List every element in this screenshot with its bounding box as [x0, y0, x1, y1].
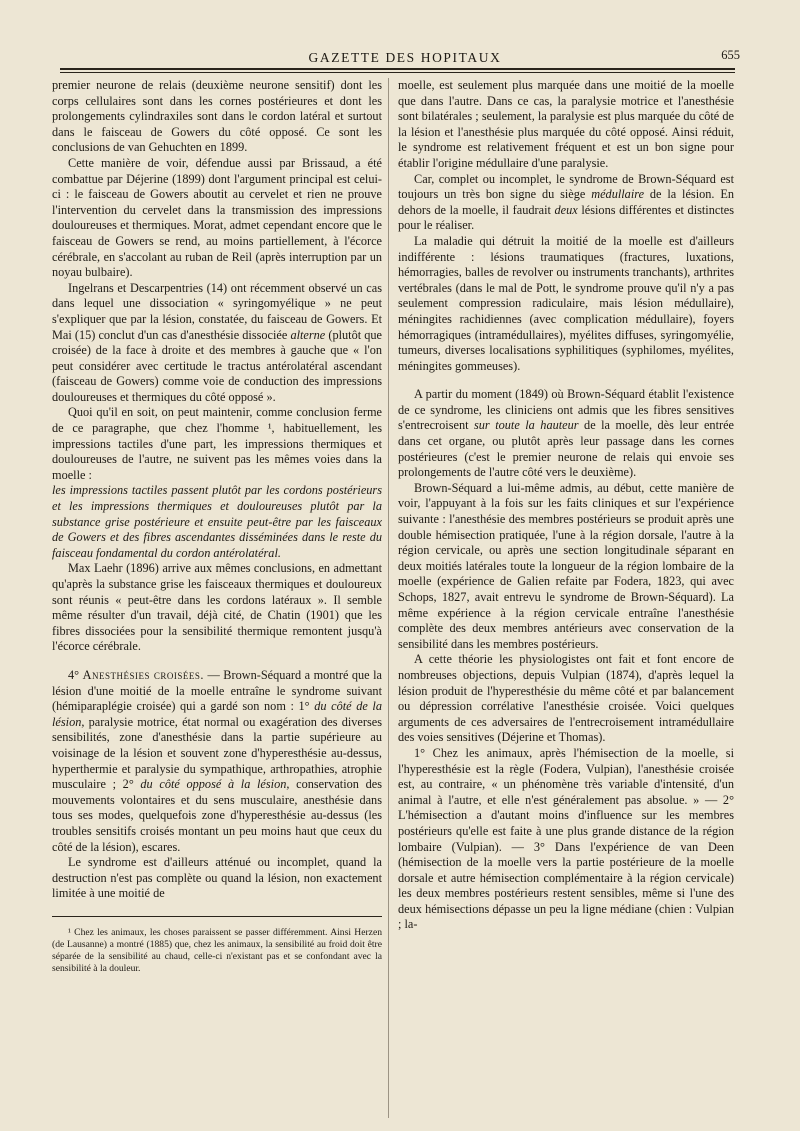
paragraph: Quoi qu'il en soit, on peut maintenir, comme conclusion ferme de ce paragraphe, que chez l'homme ¹, habituellement, les impressions tactiles d'une part, les impressions thermiques et douloureuses de l'autre, ne suivent pas les mêmes voies dans la moelle : — [52, 405, 382, 482]
footnote-rule — [52, 916, 382, 917]
paragraph: premier neurone de relais (deuxième neurone sensitif) dont les corps cellulaires sont dans les cornes postérieures et dont les prolongements cylindraxiles sont dans le cordon latéral et surtout dans le faisceau de Gowers du côté opposé. Ce sont les conclusions de van Gehuchten en 1899. — [52, 78, 382, 155]
paragraph: Cette manière de voir, défendue aussi par Brissaud, a été combattue par Déjerine (1899) dont l'argument principal est celui-ci : le faisceau de Gowers aboutit au cervelet et rien ne prouve l'intervention du cervelet dans la transmission des impressions douloureuses et thermiques. Morat, admet cependant encore que le faisceau de Gowers se rend, au moins partiellement, à l'écorce cérébrale, en s'accolant au ruban de Reil (après interruption par un noyau bulbaire). — [52, 155, 382, 280]
paragraph: Brown-Séquard a lui-même admis, au début, cette manière de voir, l'appuyant à la fois sur les faits cliniques et sur l'expérience suivante : l'anesthésie des membres postérieurs se produit après une double hémisection pratiquée, l'une à la région dorsale, l'autre à la région cervicale, ou après une section longitudinale séparant en deux moitiés latérales toute la longueur de la région lombaire de la moelle (expérience de Galien refaite par Fodera, 1823, qui avec Schops, 1827, avait entrevu le syndrome de Brown-Séquard). La même expérience à la région cervicale entraîne l'anesthésie complète des deux membres antérieurs avec conservation de la sensibilité dans les membres postérieurs. — [398, 480, 734, 651]
paragraph: Le syndrome est d'ailleurs atténué ou incomplet, quand la destruction n'est pas complète ou quand la lésion, non exactement limitée à une moitié de — [52, 855, 382, 901]
page-number: 655 — [721, 48, 740, 62]
paragraph: Ingelrans et Descarpentries (14) ont récemment observé un cas dans lequel une dissociation « syringomyélique » ne peut s'expliquer que par la lésion, constatée, du faisceau de Gowers. Et Mai (15) conclut d'un cas d'anesthésie dissociée alterne (plutôt que croisée) de la face à droite et des membres à gauche que « l'on peut considérer avec certitude le tractus antérolatéral ascendant (faisceau de Gowers) comme voie de conduction des impressions douloureuses et thermiques du côté opposé ». — [52, 280, 383, 404]
paragraph: La maladie qui détruit la moitié de la moelle est d'ailleurs indifférente : lésions traumatiques (fractures, luxations, hémorragies, balles de revolver ou instruments tranchants), arthrites vertébrales (dans le mal de Pott, le syndrome prouve qu'il n'y a pas seulement compression radiculaire, mais lésion médullaire), méningites rachidiennes (avec complication médullaire), foyers hémorragiques (intramédullaires), myélites diffuses, syringomyélie, tumeurs, diverses localisations syphilitiques (syphilomes, myélites, méningites gommeuses). — [398, 233, 734, 373]
paragraph: Max Laehr (1896) arrive aux mêmes conclusions, en admettant qu'après la substance grise les faisceaux thermiques et douloureux sont réunis « peut-être dans les cordons latéraux ». Il semble même résulter d'un travail, déjà cité, de Chatin (1901) que les fibres dissociées pour la sensibilité thermique remontent jusqu'à l'écorce cérébrale. — [52, 561, 382, 654]
section-paragraph: 4° Anesthésies croisées. — Brown-Séquard a montré que la lésion d'une moitié de la moelle entraîne le syndrome suivant (hémiparaplégie croisée) qui a gardé son nom : 1° du côté de la lésion, paralysie motrice, état normal ou exagération des diverses sensibilités, zone d'anesthésie dans la partie supérieure au voisinage de la lésion et souvent zone d'hyperesthésie au-dessus, hyperthermie et paralysie du sympathique, arthropathies, atrophie musculaire ; 2° du côté opposé à la lésion, conservation des mouvements volontaires et du sens musculaire, anesthésie dans tous ses modes, quelquefois zone d'hyperesthésie au-dessus (les troubles sensitifs croisés montant un peu moins haut que ceux du côté de la lésion), escares. — [52, 667, 382, 854]
footnote: ¹ Chez les animaux, les choses paraissent se passer différemment. Ainsi Herzen (de Lausanne) a montré (1885) que, chez les animaux, la sensibilité au froid doit être séparée de la sensibilité au chaud, celle-ci n'existant pas et se confondant avec la sensibilité à la douleur. — [52, 926, 382, 974]
paragraph: 1° Chez les animaux, après l'hémisection de la moelle, si l'hyperesthésie est la règle (Fodera, Vulpian), l'anesthésie croisée est, au contraire, « un phénomène très variable d'intensité, d'un animal à l'autre, et elle n'est généralement pas absolue. » — 2° L'hémisection a d'autant moins d'influence sur les membres postérieurs qu'elle est faite à une plus grande distance de la région lombaire (Vulpian). — 3° Dans l'expérience de van Deen (hémisection de la moelle vers la partie postérieure de la moelle dorsale et autre hémisection complémentaire à la région cervicale) les deux membres postérieurs restent sensibles, même si l'une des deux hémisections dépasse un peu la ligne médiane (chien : Vulpian ; la- — [398, 745, 734, 932]
paragraph: A cette théorie les physiologistes ont fait et font encore de nombreuses objections, depuis Vulpian (1874), d'après lequel la lésion produit de l'hyperesthésie du même côté et par balancement ou dépression corrélative l'anesthésie croisée. Voici quelques arguments de ces adversaires de l'entrecroisement intramédullaire des voies sensitives (Déjerine et Thomas). — [398, 652, 734, 745]
column-divider — [388, 78, 389, 1118]
section-heading: Anesthésies croisées. — [82, 667, 205, 682]
header-rule-thick — [60, 68, 735, 70]
paragraph: Car, complet ou incomplet, le syndrome de Brown-Séquard est toujours un très bon signe du siège médullaire de la lésion. En dehors de la moelle, il faudrait deux lésions différentes et distinctes pour le réaliser. — [398, 171, 734, 233]
left-column — [52, 78, 382, 975]
paragraph-italic: les impressions tactiles passent plutôt par les cordons postérieurs et les impressions thermiques et douloureuses plutôt par la substance grise postérieure et ensuite peut-être par les faisceaux de Gowers et des fibres ascendantes disséminées dans le reste du faisceau fondamental du cordon antérolatéral. — [52, 483, 382, 560]
header-rule-thin — [60, 72, 735, 73]
paragraph: A partir du moment (1849) où Brown-Séquard établit l'existence de ce syndrome, les cliniciens ont admis que les fibres sensitives s'entrecroisent sur toute la hauteur de la moelle, dès leur entrée dans cet organe, ou plutôt après leur passage dans les cornes postérieures (c'est le premier neurone de relais qui envoie ses prolongements de l'autre côté vers le deuxième). — [398, 387, 734, 480]
running-header-title: GAZETTE DES HOPITAUX — [308, 50, 502, 65]
paragraph: moelle, est seulement plus marquée dans une moitié de la moelle que dans l'autre. Dans ce cas, la paralysie motrice et l'anesthésie sont bilatérales ; seulement, la paralysie est plus marquée du côté de la lésion et l'anesthésie plus marquée du côté opposé. Ainsi réduit, le syndrome est relativement fréquent et est un bon signe pour établir l'origine médullaire d'une paralysie. — [398, 78, 734, 170]
right-column — [398, 78, 734, 933]
